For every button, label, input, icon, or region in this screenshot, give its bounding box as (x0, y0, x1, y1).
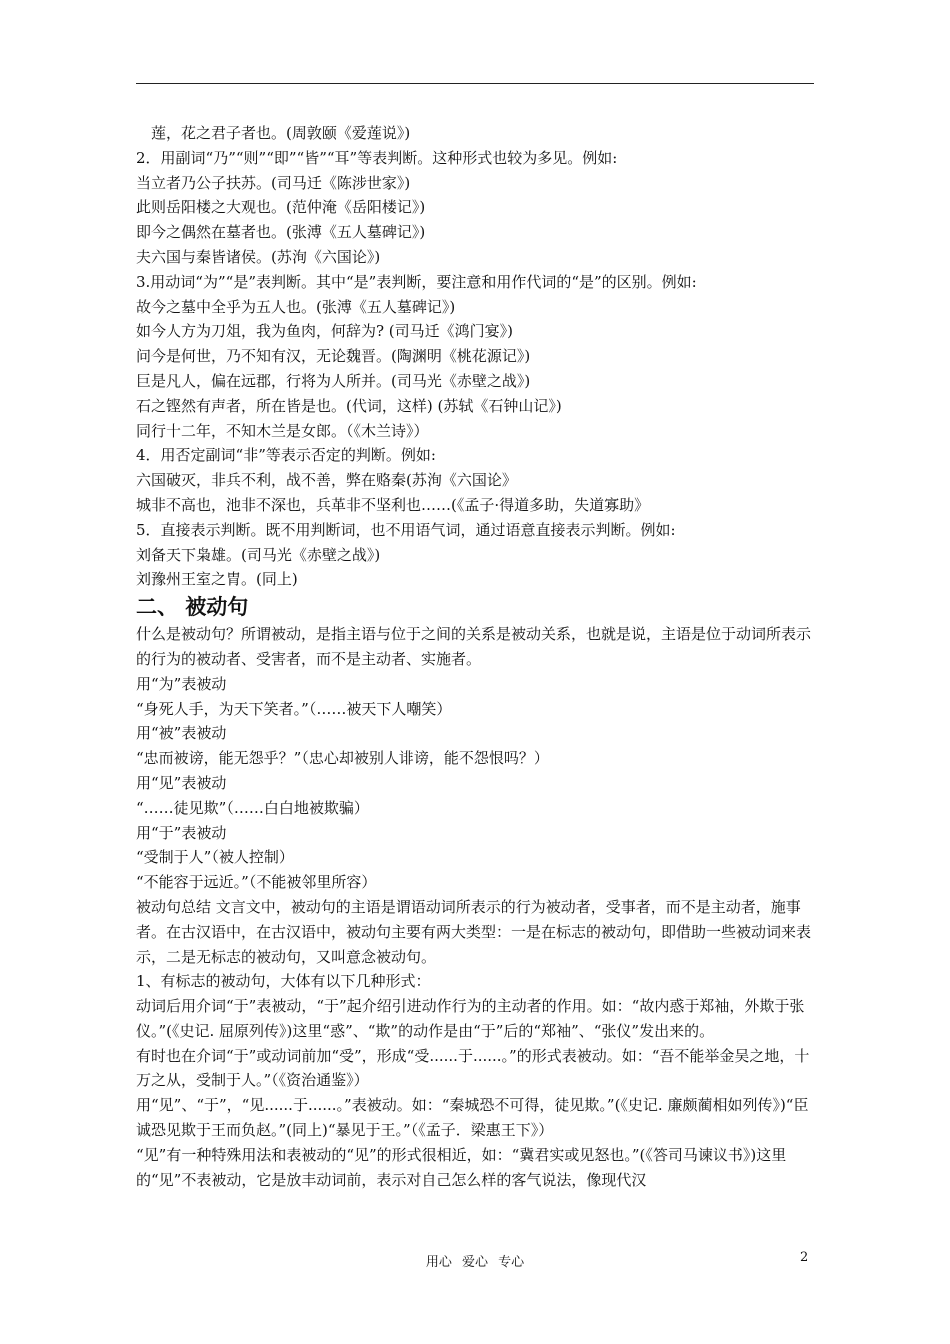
text-line: 如今人方为刀俎，我为鱼肉，何辞为? (司马迁《鸿门宴》) (136, 322, 514, 341)
text-line: 即今之偶然在墓者也。(张溥《五人墓碑记》) (136, 223, 426, 242)
text-line: 5．直接表示判断。既不用判断词，也不用语气词，通过语意直接表示判断。例如: (136, 520, 676, 539)
text-line: 此则岳阳楼之大观也。(范仲淹《岳阳楼记》) (136, 198, 426, 217)
text-line: “不能容于远近。”（不能被邻里所容） (136, 873, 377, 892)
text-line: 夫六国与秦皆诸侯。(苏洵《六国论》) (136, 247, 381, 266)
text-line: 刘豫州王室之胄。(同上) (136, 570, 298, 589)
paragraph: 有时也在介词“于”或动词前加“受”，形成“受......于......。”的形式表被动。如：“吾不能举金吴之地，十万之从，受制于人。”（《资治通鉴》） (136, 1046, 810, 1090)
text-line: 当立者乃公子扶苏。(司马迁《陈涉世家》) (136, 173, 411, 192)
text-line: 六国破灭，非兵不利，战不善，弊在赂秦(苏洵《六国论》 (136, 471, 517, 490)
paragraph: 用“见”、“于”，“见......于......。”表被动。如：“秦城恐不可得，徒见欺。”(《史记. 廉颇蔺相如列传》)“臣诚恐见欺于王而负赵。”(同上)“暴见于王。”（《孟子．梁惠王下》） (136, 1096, 809, 1140)
page-number: 2 (800, 1250, 809, 1265)
text-line: 1、有标志的被动句，大体有以下几种形式： (136, 972, 431, 991)
text-line: 用“为”表被动 (136, 674, 227, 693)
paragraph: 被动句总结 文言文中，被动句的主语是谓语动词所表示的行为被动者，受事者，而不是主动者，施事者。在古汉语中，在古汉语中，被动句主要有两大类型：一是在标志的被动句，即借助一些被动词来表示，二是无标志的被动句，又叫意念被动句。 (136, 897, 812, 966)
section-heading: 二、 被动句 (136, 595, 249, 620)
text-line: 城非不高也，池非不深也，兵革非不坚利也……(《孟子·得道多助，失道寡助》 (136, 495, 650, 514)
paragraph: 动词后用介词“于”表被动，“于”起介绍引进动作行为的主动者的作用。如：“故内惑于郑袖，外欺于张仪。”(《史记. 屈原列传》)这里“惑”、“欺”的动作是由“于”后的“郑袖”、“张仪”发出来的。 (136, 997, 805, 1040)
text-line: 刘备天下枭雄。(司马光《赤壁之战》) (136, 545, 381, 564)
text-line: 3.用动词“为”“是”表判断。其中“是”表判断，要注意和用作代词的“是”的区别。例如: (136, 272, 697, 291)
footer-word: 专心 (498, 1255, 525, 1270)
text-line: 故今之墓中全乎为五人也。(张溥《五人墓碑记》) (136, 297, 456, 316)
text-line: “……徒见欺”（……白白地被欺骗） (136, 798, 369, 817)
paragraph: “见”有一种特殊用法和表被动的“见”的形式很相近，如：“冀君实或见怒也。”(《答司马谏议书》)这里的“见”不表被动，它是放丰动词前，表示对自己怎么样的客气说法，像现代汉 (136, 1145, 787, 1189)
text-line: 4．用否定副词“非”等表示否定的判断。例如: (136, 446, 436, 465)
text-line: “忠而被谤，能无怨乎？”（忠心却被别人诽谤，能不怨恨吗？） (136, 749, 549, 768)
text-line: 用“于”表被动 (136, 823, 227, 842)
footer-word: 用心 (425, 1255, 452, 1270)
text-line: 巨是凡人，偏在远郡，行将为人所并。(司马光《赤壁之战》) (136, 371, 531, 390)
text-line: “受制于人”（被人控制） (136, 848, 294, 867)
text-line: 用“被”表被动 (136, 724, 227, 743)
text-line: 同行十二年，不知木兰是女郎。（《木兰诗》） (136, 421, 429, 440)
paragraph: 什么是被动句？所谓被动，是指主语与位于之间的关系是被动关系，也就是说，主语是位于动词所表示的行为的被动者、受害者，而不是主动者、实施者。 (136, 625, 812, 668)
page-body (136, 121, 816, 1192)
text-line: 用“见”表被动 (136, 773, 227, 792)
header-rule (136, 83, 814, 84)
text-line: 莲，花之君子者也。(周敦颐《爱莲说》) (151, 124, 411, 142)
text-line: 问今是何世，乃不知有汉，无论魏晋。(陶渊明《桃花源记》) (136, 347, 531, 366)
text-line: 2．用副词“乃”“则”“即”“皆”“耳”等表判断。这种形式也较为多见。例如: (136, 148, 618, 167)
footer-word: 爱心 (461, 1255, 488, 1270)
text-line: 石之铿然有声者，所在皆是也。(代词，这样) (苏轼《石钟山记》) (136, 396, 562, 415)
text-line: “身死人手，为天下笑者。”（……被天下人嘲笑） (136, 699, 452, 718)
